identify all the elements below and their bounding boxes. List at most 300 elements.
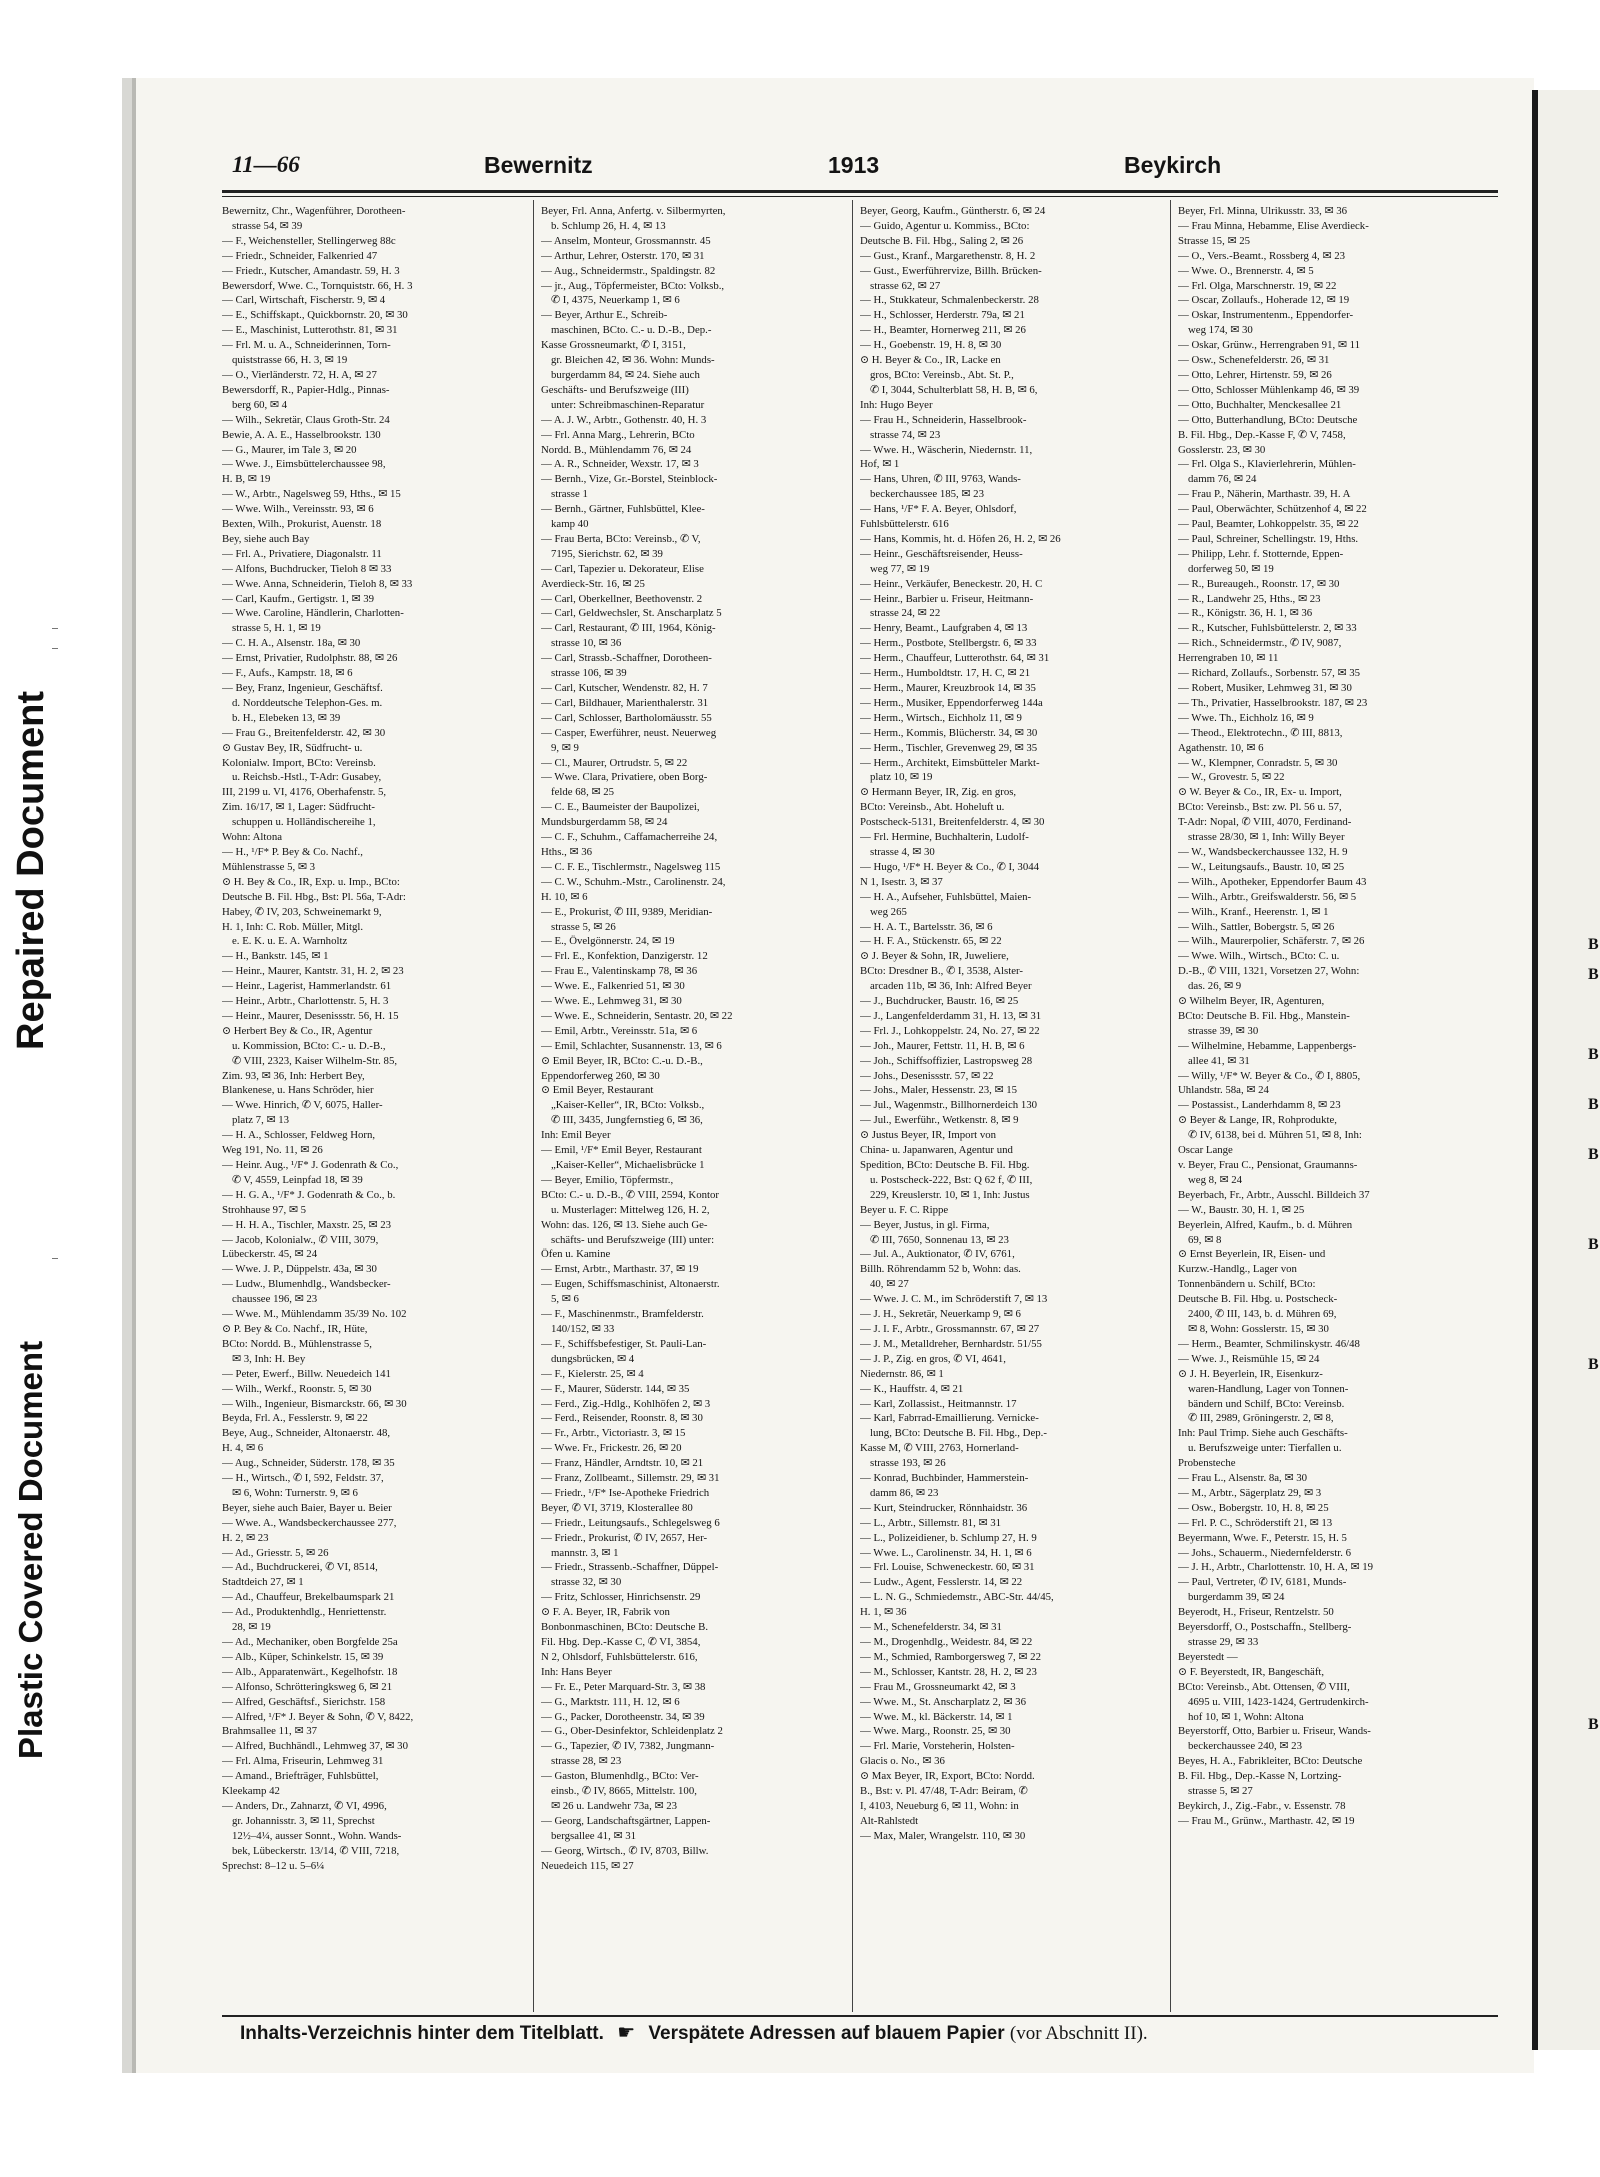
directory-line: — H. F. A., Stückenstr. 65, ✉ 22 bbox=[860, 935, 1002, 948]
directory-line: — Alfonso, Schrötteringksweg 6, ✉ 21 bbox=[222, 1680, 393, 1693]
edge-letter: B bbox=[1588, 1096, 1599, 1113]
directory-line: — Carl, Oberkellner, Beethovenstr. 2 bbox=[541, 592, 703, 605]
directory-line: — F., Weichensteller, Stellingerweg 88c bbox=[222, 234, 396, 247]
directory-line: ✆ V, 4559, Leinpfad 18, ✉ 39 bbox=[232, 1173, 363, 1186]
margin-tick bbox=[52, 648, 58, 649]
directory-line: strasse 29, ✉ 33 bbox=[1188, 1636, 1259, 1648]
directory-line: — Wilh., Sattler, Bobergstr. 5, ✉ 26 bbox=[1178, 920, 1335, 933]
directory-line: strasse 1 bbox=[551, 488, 588, 501]
directory-line: ✆ IV, 6138, bei d. Mühren 51, ✉ 8, Inh: bbox=[1188, 1129, 1362, 1142]
directory-line: Blankenese, u. Hans Schröder, hier bbox=[222, 1084, 374, 1097]
directory-line: BCto: Vereinsb., Abt. Hoheluft u. bbox=[860, 801, 1005, 814]
directory-line: ⊙ Emil Beyer, IR, BCto: C.-u. D.-B., bbox=[541, 1054, 703, 1067]
directory-line: — Willy, ¹/F* W. Beyer & Co., ✆ I, 8805, bbox=[1178, 1069, 1361, 1082]
directory-line: Tonnenbändern u. Schilf, BCto: bbox=[1178, 1278, 1316, 1291]
directory-line: u. Musterlager: Mittelweg 126, H. 2, bbox=[551, 1203, 710, 1216]
directory-line: — J. I. F., Arbtr., Grossmannstr. 67, ✉ 27 bbox=[860, 1322, 1040, 1335]
directory-line: Beyer, ✆ VI, 3719, Klosterallee 80 bbox=[541, 1501, 693, 1514]
directory-line: weg 174, ✉ 30 bbox=[1188, 324, 1253, 337]
directory-line: — W., Klempner, Conradstr. 5, ✉ 30 bbox=[1178, 756, 1338, 769]
directory-line: waren-Handlung, Lager von Tonnen- bbox=[1188, 1382, 1349, 1395]
directory-line: ⊙ Ernst Beyerlein, IR, Eisen- und bbox=[1178, 1248, 1326, 1261]
directory-line: — Heinr., Arbtr., Charlottenstr. 5, H. 3 bbox=[222, 995, 389, 1008]
directory-line: T-Adr: Nopal, ✆ VIII, 4070, Ferdinand- bbox=[1178, 816, 1352, 829]
directory-line: — Paul, Beamter, Lohkoppelstr. 35, ✉ 22 bbox=[1178, 518, 1359, 531]
directory-line: Bewernitz, Chr., Wagenführer, Dorotheen- bbox=[222, 205, 406, 217]
directory-line: — Franz, Händler, Arndtstr. 10, ✉ 21 bbox=[541, 1457, 704, 1470]
directory-line: China- u. Japanwaren, Agentur und bbox=[860, 1144, 1013, 1157]
directory-line: 40, ✉ 27 bbox=[870, 1278, 909, 1291]
directory-line: BCto: Vereinsb., Bst: zw. Pl. 56 u. 57, bbox=[1178, 801, 1342, 814]
directory-line: Strasse 15, ✉ 25 bbox=[1178, 234, 1251, 247]
directory-line: — Wwe. Hinrich, ✆ V, 6075, Haller- bbox=[222, 1099, 383, 1112]
directory-line: platz 7, ✉ 13 bbox=[232, 1114, 290, 1127]
directory-line: — Wwe. E., Schneiderin, Sentastr. 20, ✉ 22 bbox=[541, 1009, 733, 1022]
directory-line: Herrengraben 10, ✉ 11 bbox=[1178, 652, 1279, 665]
directory-line: strasse 4, ✉ 30 bbox=[870, 845, 935, 858]
directory-line: Inh: Hans Beyer bbox=[541, 1665, 612, 1678]
directory-line: — Wwe. Wilh., Wirtsch., BCto: C. u. bbox=[1178, 950, 1340, 963]
directory-line: — Herm., Maurer, Kreuzbrook 14, ✉ 35 bbox=[860, 682, 1036, 694]
directory-line: — Wilh., Kranf., Heerenstr. 1, ✉ 1 bbox=[1178, 905, 1329, 918]
directory-line: — Ernst, Arbtr., Marthastr. 37, ✉ 19 bbox=[541, 1263, 699, 1276]
directory-line: — W., Leitungsaufs., Baustr. 10, ✉ 25 bbox=[1178, 860, 1345, 873]
directory-line: Beyersdorff, O., Postschaffn., Stellberg- bbox=[1178, 1621, 1352, 1634]
directory-line: — Alfred, ¹/F* J. Beyer & Sohn, ✆ V, 8422, bbox=[222, 1710, 414, 1723]
directory-line: — Ferd., Zig.-Hdlg., Kohlhöfen 2, ✉ 3 bbox=[541, 1397, 711, 1410]
directory-line: — C. W., Schuhm.-Mstr., Carolinenstr. 24, bbox=[541, 875, 726, 888]
directory-line: Nordd. B., Mühlendamm 76, ✉ 24 bbox=[541, 443, 692, 456]
directory-line: — Emil, ¹/F* Emil Beyer, Restaurant bbox=[541, 1144, 702, 1157]
directory-line: — Friedr., Strassenb.-Schaffner, Düppel- bbox=[541, 1561, 719, 1574]
directory-line: 229, Kreuslerstr. 10, ✉ 1, Inh: Justus bbox=[870, 1188, 1030, 1201]
directory-line: strasse 39, ✉ 30 bbox=[1188, 1024, 1259, 1037]
directory-line: — Aug., Schneidermstr., Spaldingstr. 82 bbox=[541, 264, 716, 277]
directory-line: ✉ 6, Wohn: Turnerstr. 9, ✉ 6 bbox=[232, 1486, 358, 1499]
directory-line: — Frl. Olga S., Klavierlehrerin, Mühlen- bbox=[1178, 458, 1356, 471]
directory-line: Deutsche B. Fil. Hbg., Saling 2, ✉ 26 bbox=[860, 234, 1024, 247]
directory-line: — Wilh., Sekretär, Claus Groth-Str. 24 bbox=[222, 413, 390, 426]
directory-line: quiststrasse 66, H. 3, ✉ 19 bbox=[232, 354, 348, 367]
directory-line: — Alfred, Buchhändl., Lehmweg 37, ✉ 30 bbox=[222, 1740, 408, 1753]
directory-line: — Robert, Musiker, Lehmweg 31, ✉ 30 bbox=[1178, 682, 1352, 694]
directory-line: BCto: Deutsche B. Fil. Hbg., Manstein- bbox=[1178, 1009, 1350, 1022]
directory-line: — Oscar, Zollaufs., Hoherade 12, ✉ 19 bbox=[1178, 294, 1350, 307]
directory-line: Deutsche B. Fil. Hbg., Bst: Pl. 56a, T-Adr: bbox=[222, 890, 406, 903]
directory-line: — Gaston, Blumenhdlg., BCto: Ver- bbox=[541, 1770, 699, 1783]
directory-line: — Rich., Schneidermstr., ✆ IV, 9087, bbox=[1178, 637, 1342, 650]
directory-line: Zim. 93, ✉ 36, Inh: Herbert Bey, bbox=[222, 1069, 365, 1082]
directory-line: damm 76, ✉ 24 bbox=[1188, 473, 1257, 486]
directory-line: — Wwe. J. P., Düppelstr. 43a, ✉ 30 bbox=[222, 1263, 377, 1276]
directory-line: — Ernst, Privatier, Rudolphstr. 88, ✉ 26 bbox=[222, 652, 398, 665]
page-number: 11—66 bbox=[232, 152, 300, 177]
directory-line: u. Kommission, BCto: C.- u. D.-B., bbox=[232, 1039, 386, 1052]
directory-line: — H., Schlosser, Herderstr. 79a, ✉ 21 bbox=[860, 309, 1025, 322]
directory-line: — Frl. M. u. A., Schneiderinnen, Torn- bbox=[222, 339, 391, 352]
directory-line: — F., Aufs., Kampstr. 18, ✉ 6 bbox=[222, 667, 353, 680]
directory-line: — M., Arbtr., Sägerplatz 29, ✉ 3 bbox=[1178, 1486, 1322, 1499]
directory-line: Bonbonmaschinen, BCto: Deutsche B. bbox=[541, 1621, 709, 1634]
directory-line: Beyerstedt — bbox=[1178, 1650, 1238, 1663]
directory-line: — M., Schenefelderstr. 34, ✉ 31 bbox=[860, 1621, 1002, 1634]
directory-line: — Wwe. M., Mühlendamm 35/39 No. 102 bbox=[222, 1308, 407, 1321]
directory-line: Fuhlsbüttelerstr. 616 bbox=[860, 518, 949, 531]
directory-line: Beykirch, J., Zig.-Fabr., v. Essenstr. 78 bbox=[1178, 1799, 1346, 1812]
directory-line: strasse 54, ✉ 39 bbox=[232, 219, 303, 232]
directory-line: Bexten, Wilh., Prokurist, Auenstr. 18 bbox=[222, 518, 382, 531]
directory-line: Öfen u. Kamine bbox=[541, 1248, 611, 1261]
directory-line: H. 1, ✉ 36 bbox=[860, 1606, 907, 1619]
directory-line: — W., Grovestr. 5, ✉ 22 bbox=[1178, 771, 1285, 784]
edge-letter: B bbox=[1588, 1356, 1599, 1373]
directory-line: mannstr. 3, ✉ 1 bbox=[551, 1546, 619, 1559]
directory-line: — J., Langenfelderdamm 31, H. 13, ✉ 31 bbox=[860, 1009, 1042, 1022]
directory-line: schuppen u. Holländischereihe 1, bbox=[232, 816, 376, 829]
directory-line: — L., Arbtr., Sillemstr. 81, ✉ 31 bbox=[860, 1516, 1002, 1529]
directory-line: — Paul, Oberwächter, Schützenhof 4, ✉ 22 bbox=[1178, 503, 1367, 516]
directory-line: — Otto, Butterhandlung, BCto: Deutsche bbox=[1178, 413, 1358, 426]
directory-line: d. Norddeutsche Telephon-Ges. m. bbox=[232, 696, 383, 709]
directory-line: — Osw., Bobergstr. 10, H. 8, ✉ 25 bbox=[1178, 1501, 1329, 1514]
directory-line: Kasse Grossneumarkt, ✆ I, 3151, bbox=[541, 339, 686, 352]
directory-line: H. 2, ✉ 23 bbox=[222, 1531, 269, 1544]
directory-line: — R., Landwehr 25, Hths., ✉ 23 bbox=[1178, 592, 1321, 605]
directory-line: Agathenstr. 10, ✉ 6 bbox=[1178, 741, 1264, 754]
directory-line: strasse 24, ✉ 22 bbox=[870, 607, 941, 620]
directory-line: — Wwe. Marg., Roonstr. 25, ✉ 30 bbox=[860, 1725, 1011, 1738]
directory-line: Brahmsallee 11, ✉ 37 bbox=[222, 1725, 317, 1738]
directory-line: — M., Schlosser, Kantstr. 28, H. 2, ✉ 23 bbox=[860, 1665, 1037, 1678]
directory-line: Kolonialw. Import, BCto: Vereinsb. bbox=[222, 756, 376, 769]
directory-line: Beyerbach, Fr., Arbtr., Ausschl. Billdeich 37 bbox=[1178, 1188, 1370, 1201]
directory-line: BCto: Dresdner B., ✆ I, 3538, Alster- bbox=[860, 965, 1023, 978]
directory-line: — J. H., Sekretär, Neuerkamp 9, ✉ 6 bbox=[860, 1308, 1021, 1321]
pointing-hand-icon: ☛ bbox=[617, 2022, 636, 2044]
directory-line: — Hans, Uhren, ✆ III, 9763, Wands- bbox=[860, 473, 1021, 486]
directory-line: — Jul., Wagenmstr., Billhornerdeich 130 bbox=[860, 1099, 1038, 1112]
directory-line: Strohhause 97, ✉ 5 bbox=[222, 1203, 307, 1216]
directory-line: Billh. Röhrendamm 52 b, Wohn: das. bbox=[860, 1263, 1021, 1276]
directory-line: — Heinr., Lagerist, Hammerlandstr. 61 bbox=[222, 980, 392, 993]
directory-line: N 1, Isestr. 3, ✉ 37 bbox=[860, 875, 943, 888]
directory-line: — Wwe. H., Wäscherin, Niedernstr. 11, bbox=[860, 443, 1033, 456]
directory-line: Alt-Rahlstedt bbox=[860, 1814, 919, 1827]
directory-line: — Friedr., Schneider, Falkenried 47 bbox=[222, 249, 378, 262]
directory-line: weg 77, ✉ 19 bbox=[870, 562, 930, 575]
directory-line: 4695 u. VIII, 1423-1424, Gertrudenkirch- bbox=[1188, 1695, 1369, 1708]
directory-line: — Ad., Chauffeur, Brekelbaumspark 21 bbox=[222, 1591, 395, 1604]
edge-letter: B bbox=[1588, 966, 1599, 983]
directory-line: strasse 10, ✉ 36 bbox=[551, 637, 622, 650]
edge-letter: B bbox=[1588, 1046, 1599, 1063]
directory-line: — Wwe. Fr., Frickestr. 26, ✉ 20 bbox=[541, 1442, 682, 1455]
directory-line: — Frl. Olga, Marschnerstr. 19, ✉ 22 bbox=[1178, 279, 1337, 292]
directory-line: — Jul., Ewerführ., Wetkenstr. 8, ✉ 9 bbox=[860, 1114, 1019, 1127]
directory-line: Bewersdorff, R., Papier-Hdlg., Pinnas- bbox=[222, 383, 390, 396]
directory-line: — Frau Minna, Hebamme, Elise Averdieck- bbox=[1178, 219, 1369, 232]
directory-line: dorferweg 50, ✉ 19 bbox=[1188, 562, 1274, 575]
directory-line: burgerdamm 39, ✉ 24 bbox=[1188, 1591, 1285, 1604]
directory-line: — Heinr., Verkäufer, Beneckestr. 20, H. C bbox=[860, 577, 1043, 590]
directory-line: 5, ✉ 6 bbox=[551, 1293, 579, 1306]
directory-line: beckerchaussee 185, ✉ 23 bbox=[870, 488, 984, 501]
directory-line: — Carl, Kutscher, Wendenstr. 82, H. 7 bbox=[541, 682, 708, 694]
directory-line: v. Beyer, Frau C., Pensionat, Graumanns- bbox=[1178, 1159, 1358, 1171]
directory-line: — Frau G., Breitenfelderstr. 42, ✉ 30 bbox=[222, 726, 386, 739]
directory-line: — Frau M., Grünw., Marthastr. 42, ✉ 19 bbox=[1178, 1814, 1355, 1827]
directory-line: — C. E., Baumeister der Baupolizei, bbox=[541, 801, 700, 814]
directory-line: — Friedr., ¹/F* Ise-Apotheke Friedrich bbox=[541, 1486, 710, 1499]
directory-line: — Georg, Wirtsch., ✆ IV, 8703, Billw. bbox=[541, 1844, 709, 1857]
directory-line: — Oskar, Grünw., Herrengraben 91, ✉ 11 bbox=[1178, 339, 1361, 352]
directory-line: — H. A., Schlosser, Feldweg Horn, bbox=[222, 1129, 376, 1142]
directory-line: — Wilh., Werkf., Roonstr. 5, ✉ 30 bbox=[222, 1382, 372, 1395]
directory-line: — Wilh., Arbtr., Greifswalderstr. 56, ✉ 5 bbox=[1178, 890, 1357, 903]
directory-line: — A. J. W., Arbtr., Gothenstr. 40, H. 3 bbox=[541, 413, 707, 426]
last-entry-guide: Beykirch bbox=[1124, 152, 1222, 178]
directory-line: Glacis o. No., ✉ 36 bbox=[860, 1755, 945, 1768]
directory-line: — Joh., Maurer, Fettstr. 11, H. B, ✉ 6 bbox=[860, 1039, 1025, 1052]
directory-line: — Anders, Dr., Zahnarzt, ✆ VI, 4996, bbox=[222, 1799, 387, 1812]
directory-line: 140/152, ✉ 33 bbox=[551, 1322, 615, 1335]
directory-line: — Wwe. M., St. Anscharplatz 2, ✉ 36 bbox=[860, 1695, 1026, 1708]
directory-line: strasse 5, ✉ 26 bbox=[551, 920, 616, 933]
directory-line: — Karl, Fabrrad-Emaillierung. Vernicke- bbox=[860, 1412, 1039, 1425]
directory-line: — Franz, Zollbeamt., Sillemstr. 29, ✉ 31 bbox=[541, 1472, 720, 1485]
directory-line: Beyda, Frl. A., Fesslerstr. 9, ✉ 22 bbox=[222, 1412, 368, 1425]
directory-line: — H. A., Aufseher, Fuhlsbüttel, Maien- bbox=[860, 890, 1032, 903]
directory-line: — Ludw., Agent, Fesslerstr. 14, ✉ 22 bbox=[860, 1576, 1023, 1589]
directory-line: ⊙ Beyer & Lange, IR, Rohprodukte, bbox=[1178, 1114, 1337, 1127]
directory-line: — E., Maschinist, Lutterothstr. 81, ✉ 31 bbox=[222, 324, 398, 337]
directory-line: — Frl. Hermine, Buchhalterin, Ludolf- bbox=[860, 831, 1029, 844]
directory-line: — Max, Maler, Wrangelstr. 110, ✉ 30 bbox=[860, 1829, 1026, 1842]
directory-line: — Arthur, Lehrer, Osterstr. 170, ✉ 31 bbox=[541, 249, 705, 262]
directory-line: — Frau E., Valentinskamp 78, ✉ 36 bbox=[541, 965, 698, 978]
directory-line: Beyerlein, Alfred, Kaufm., b. d. Mühren bbox=[1178, 1218, 1353, 1231]
directory-column-1 bbox=[222, 204, 522, 2012]
directory-line: 69, ✉ 8 bbox=[1188, 1233, 1222, 1246]
directory-line: ✉ 8, Wohn: Gosslerstr. 15, ✉ 30 bbox=[1188, 1322, 1329, 1335]
directory-line: strasse 193, ✉ 26 bbox=[870, 1457, 946, 1470]
directory-column-2 bbox=[541, 204, 841, 2012]
directory-line: ⊙ Max Beyer, IR, Export, BCto: Nordd. bbox=[860, 1770, 1035, 1783]
directory-line: — Beyer, Arthur E., Schreib- bbox=[541, 309, 668, 322]
directory-line: — G., Tapezier, ✆ IV, 7382, Jungmann- bbox=[541, 1740, 715, 1753]
directory-line: Beyer, Frl. Minna, Ulrikusstr. 33, ✉ 36 bbox=[1178, 205, 1348, 217]
directory-line: — Frau H., Schneiderin, Hasselbrook- bbox=[860, 413, 1027, 426]
directory-line: — Beyer, Emilio, Töpfermstr., bbox=[541, 1173, 674, 1186]
directory-line: — Alfons, Buchdrucker, Tieloh 8 ✉ 33 bbox=[222, 562, 392, 575]
directory-line: — Wwe. Clara, Privatiere, oben Borg- bbox=[541, 771, 708, 784]
directory-line: hof 10, ✉ 1, Wohn: Altona bbox=[1188, 1710, 1304, 1723]
directory-line: Weg 191, No. 11, ✉ 26 bbox=[222, 1144, 323, 1157]
directory-line: Inh: Hugo Beyer bbox=[860, 398, 933, 411]
directory-line: — Wwe. Wilh., Vereinsstr. 93, ✉ 6 bbox=[222, 503, 374, 516]
directory-line: — Heinr., Geschäftsreisender, Heuss- bbox=[860, 547, 1023, 560]
directory-line: B., Bst: v. Pl. 47/48, T-Adr: Beiram, ✆ bbox=[860, 1785, 1028, 1798]
directory-line: Beyer u. F. C. Rippe bbox=[860, 1203, 949, 1216]
directory-line: — Wilhelmine, Hebamme, Lappenbergs- bbox=[1178, 1039, 1357, 1052]
directory-line: allee 41, ✉ 31 bbox=[1188, 1054, 1250, 1067]
directory-line: — Gust., Kranf., Margarethenstr. 8, H. 2 bbox=[860, 249, 1036, 262]
directory-line: — Jacob, Kolonialw., ✆ VIII, 3079, bbox=[222, 1233, 379, 1246]
directory-line: — Herm., Postbote, Stellbergstr. 6, ✉ 33 bbox=[860, 637, 1037, 650]
directory-line: — Wwe. J., Eimsbüttelerchaussee 98, bbox=[222, 458, 386, 471]
directory-line: — Ludw., Blumenhdlg., Wandsbecker- bbox=[222, 1278, 391, 1291]
directory-line: I, 4103, Neueburg 6, ✉ 11, Wohn: in bbox=[860, 1799, 1019, 1812]
directory-line: — Ad., Produktenhdlg., Henriettenstr. bbox=[222, 1606, 387, 1619]
directory-line: — F., Schiffsbefestiger, St. Pauli-Lan- bbox=[541, 1337, 707, 1350]
directory-line: b. H., Elebeken 13, ✉ 39 bbox=[232, 711, 341, 724]
directory-line: — Bernh., Gärtner, Fuhlsbüttel, Klee- bbox=[541, 503, 705, 516]
directory-line: burgerdamm 84, ✉ 24. Siehe auch bbox=[551, 368, 700, 381]
directory-line: — Wilh., Maurerpolier, Schäferstr. 7, ✉ 26 bbox=[1178, 935, 1365, 948]
directory-line: — H., Goebenstr. 19, H. 8, ✉ 30 bbox=[860, 339, 1002, 352]
directory-line: — W., Wandsbeckerchaussee 132, H. 9 bbox=[1178, 845, 1348, 858]
directory-line: — Konrad, Buchbinder, Hammerstein- bbox=[860, 1472, 1029, 1485]
directory-line: — Wwe. J. C. M., im Schröderstift 7, ✉ 13 bbox=[860, 1293, 1048, 1306]
directory-line: lung, BCto: Deutsche B. Fil. Hbg., Dep.- bbox=[870, 1427, 1047, 1440]
repaired-document-label: Repaired Document bbox=[9, 690, 52, 1050]
directory-line: — Osw., Schenefelderstr. 26, ✉ 31 bbox=[1178, 354, 1330, 367]
directory-line: — A. R., Schneider, Wexstr. 17, ✉ 3 bbox=[541, 458, 699, 471]
directory-line: Kleekamp 42 bbox=[222, 1785, 280, 1798]
directory-line: — Paul, Vertreter, ✆ IV, 6181, Munds- bbox=[1178, 1576, 1347, 1589]
directory-line: maschinen, BCto. C.- u. D.-B., Dep.- bbox=[551, 324, 712, 337]
directory-line: — Richard, Zollaufs., Sorbenstr. 57, ✉ 35 bbox=[1178, 667, 1361, 680]
directory-line: weg 8, ✉ 24 bbox=[1188, 1173, 1243, 1186]
directory-line: Averdieck-Str. 16, ✉ 25 bbox=[541, 577, 645, 590]
directory-line: — G., Marktstr. 111, H. 12, ✉ 6 bbox=[541, 1695, 680, 1708]
directory-line: Wohn: das. 126, ✉ 13. Siehe auch Ge- bbox=[541, 1218, 708, 1231]
directory-line: Beyermann, Wwe. F., Peterstr. 15, H. 5 bbox=[1178, 1531, 1347, 1544]
directory-line: — Alfred, Geschäftsf., Sierichstr. 158 bbox=[222, 1695, 386, 1708]
directory-line: ⊙ Gustav Bey, IR, Südfrucht- u. bbox=[222, 741, 363, 754]
directory-line: Spedition, BCto: Deutsche B. Fil. Hbg. bbox=[860, 1159, 1030, 1171]
directory-line: — Frau L., Alsenstr. 8a, ✉ 30 bbox=[1178, 1472, 1308, 1485]
column-divider bbox=[1170, 200, 1171, 2012]
directory-line: Beyerodt, H., Friseur, Rentzelstr. 50 bbox=[1178, 1606, 1334, 1619]
directory-line: — Wwe. E., Lehmweg 31, ✉ 30 bbox=[541, 995, 682, 1008]
footer-index-note: Inhalts-Verzeichnis hinter dem Titelblatt. bbox=[240, 2023, 604, 2044]
directory-line: D.-B., ✆ VIII, 1321, Vorsetzen 27, Wohn: bbox=[1178, 965, 1360, 978]
directory-line: — Carl, Geldwechsler, St. Anscharplatz 5 bbox=[541, 607, 722, 620]
directory-line: — G., Packer, Dorotheenstr. 34, ✉ 39 bbox=[541, 1710, 705, 1723]
directory-line: e. E. K. u. E. A. Warnholtz bbox=[232, 935, 348, 948]
directory-line: 2400, ✆ III, 143, b. d. Mühren 69, bbox=[1188, 1308, 1337, 1321]
directory-line: strasse 62, ✉ 27 bbox=[870, 279, 941, 292]
running-head bbox=[222, 152, 1502, 186]
directory-line: — Joh., Schiffsoffizier, Lastropsweg 28 bbox=[860, 1054, 1033, 1067]
directory-line: — Herm., Beamter, Schmilinskystr. 46/48 bbox=[1178, 1337, 1360, 1350]
directory-line: — Frl. Anna Marg., Lehrerin, BCto bbox=[541, 428, 695, 441]
directory-line: — Herm., Musiker, Eppendorferweg 144a bbox=[860, 696, 1043, 709]
directory-line: — Georg, Landschaftsgärtner, Lappen- bbox=[541, 1814, 711, 1827]
directory-line: kamp 40 bbox=[551, 518, 589, 531]
directory-line: felde 68, ✉ 25 bbox=[551, 786, 615, 799]
directory-line: — M., Schmied, Ramborgersweg 7, ✉ 22 bbox=[860, 1650, 1041, 1663]
directory-line: platz 10, ✉ 19 bbox=[870, 771, 933, 784]
directory-line: u. Reichsb.-Hstl., T-Adr: Gusabey, bbox=[232, 771, 382, 784]
directory-line: b. Schlump 26, H. 4, ✉ 13 bbox=[551, 219, 666, 232]
directory-line: H. B, ✉ 19 bbox=[222, 473, 271, 486]
directory-line: ⊙ F. Beyerstedt, IR, Bangeschäft, bbox=[1178, 1665, 1325, 1678]
directory-line: Beyerstorff, Otto, Barbier u. Friseur, Wands- bbox=[1178, 1725, 1371, 1738]
directory-line: — E., Övelgönnerstr. 24, ✉ 19 bbox=[541, 935, 675, 948]
directory-line: — Frl. Marie, Vorsteherin, Holsten- bbox=[860, 1740, 1015, 1753]
directory-line: weg 265 bbox=[870, 905, 907, 918]
directory-line: ✆ III, 2989, Gröningerstr. 2, ✉ 8, bbox=[1188, 1412, 1334, 1425]
directory-line: — Wwe. E., Falkenried 51, ✉ 30 bbox=[541, 980, 685, 993]
directory-line: strasse 28/30, ✉ 1, Inh: Willy Beyer bbox=[1188, 831, 1345, 844]
page-footer bbox=[240, 2020, 1490, 2050]
directory-line: ✉ 3, Inh: H. Bey bbox=[232, 1352, 306, 1365]
footer-late-addresses-note: Verspätete Adressen auf blauem Papier bbox=[648, 2023, 1005, 2044]
directory-line: — Casper, Ewerführer, neust. Neuerweg bbox=[541, 726, 717, 739]
directory-line: schäfts- und Berufszweige (III) unter: bbox=[551, 1233, 715, 1246]
directory-line: — H., Wirtsch., ✆ I, 592, Feldstr. 37, bbox=[222, 1472, 384, 1485]
directory-line: — R., Bureaugeh., Roonstr. 17, ✉ 30 bbox=[1178, 577, 1340, 590]
directory-line: Mühlenstrasse 5, ✉ 3 bbox=[222, 860, 316, 873]
directory-line: — Aug., Schneider, Süderstr. 178, ✉ 35 bbox=[222, 1457, 395, 1470]
directory-line: — Frl. Louise, Schweneckestr. 60, ✉ 31 bbox=[860, 1561, 1035, 1574]
directory-line: — Johs., Desenissstr. 57, ✉ 22 bbox=[860, 1069, 994, 1082]
directory-line: — Friedr., Leitungsaufs., Schlegelsweg 6 bbox=[541, 1516, 720, 1529]
directory-line: — Fritz, Schlosser, Hinrichsenstr. 29 bbox=[541, 1591, 701, 1604]
directory-line: Lübeckerstr. 45, ✉ 24 bbox=[222, 1248, 318, 1261]
directory-line: — Frl. Alma, Friseurin, Lehmweg 31 bbox=[222, 1755, 384, 1768]
directory-line: Deutsche B. Fil. Hbg. u. Postscheck- bbox=[1178, 1293, 1338, 1306]
directory-line: strasse 106, ✉ 39 bbox=[551, 667, 627, 680]
directory-line: — Amand., Briefträger, Fuhlsbüttel, bbox=[222, 1770, 379, 1783]
directory-line: — Eugen, Schiffsmaschinist, Altonaerstr. bbox=[541, 1278, 720, 1291]
directory-line: — Wilh., Apotheker, Eppendorfer Baum 43 bbox=[1178, 875, 1367, 888]
directory-line: u. Postscheck-222, Bst: Q 62 f, ✆ III, bbox=[870, 1173, 1033, 1186]
directory-line: — O., Vers.-Beamt., Rossberg 4, ✉ 23 bbox=[1178, 249, 1345, 262]
directory-line: bek, Lübeckerstr. 13/14, ✆ VIII, 7218, bbox=[232, 1844, 400, 1857]
directory-line: — Hugo, ¹/F* H. Beyer & Co., ✆ I, 3044 bbox=[860, 860, 1040, 873]
edge-letter: B bbox=[1588, 1236, 1599, 1253]
directory-line: — Otto, Buchhalter, Menckesallee 21 bbox=[1178, 398, 1342, 411]
directory-line: — Oskar, Instrumentenm., Eppendorfer- bbox=[1178, 309, 1354, 322]
directory-line: — Johs., Schauerm., Niedernfelderstr. 6 bbox=[1178, 1546, 1352, 1559]
directory-line: — Peter, Ewerf., Billw. Neuedeich 141 bbox=[222, 1367, 391, 1380]
directory-line: Stadtdeich 27, ✉ 1 bbox=[222, 1576, 304, 1589]
directory-line: — Carl, Schlosser, Bartholomäusstr. 55 bbox=[541, 711, 712, 724]
directory-line: — L., Polizeidiener, b. Schlump 27, H. 9 bbox=[860, 1531, 1037, 1544]
directory-line: beckerchaussee 240, ✉ 23 bbox=[1188, 1740, 1302, 1753]
directory-line: 7195, Sierichstr. 62, ✉ 39 bbox=[551, 547, 663, 560]
directory-line: damm 86, ✉ 23 bbox=[870, 1486, 939, 1499]
directory-line: das. 26, ✉ 9 bbox=[1188, 980, 1242, 993]
directory-line: BCto: Vereinsb., Abt. Ottensen, ✆ VIII, bbox=[1178, 1680, 1350, 1693]
directory-line: Oscar Lange bbox=[1178, 1144, 1233, 1157]
directory-line: — G., Ober-Desinfektor, Schleidenplatz 2 bbox=[541, 1725, 723, 1738]
directory-line: — H., Beamter, Hornerweg 211, ✉ 26 bbox=[860, 324, 1026, 337]
directory-line: strasse 28, ✉ 23 bbox=[551, 1755, 622, 1768]
column-divider bbox=[852, 200, 853, 2012]
margin-tick bbox=[52, 628, 58, 629]
directory-line: — Carl, Wirtschaft, Fischerstr. 9, ✉ 4 bbox=[222, 294, 386, 307]
directory-line: Kasse M, ✆ VIII, 2763, Hornerland- bbox=[860, 1442, 1019, 1455]
directory-line: — Otto, Schlosser Mühlenkamp 46, ✉ 39 bbox=[1178, 383, 1360, 396]
directory-line: — Guido, Agentur u. Kommiss., BCto: bbox=[860, 219, 1030, 232]
footer-section-note: (vor Abschnitt II). bbox=[1009, 2023, 1148, 2044]
directory-line: strasse 74, ✉ 23 bbox=[870, 428, 941, 441]
directory-line: — Wwe. Caroline, Händlerin, Charlotten- bbox=[222, 607, 404, 620]
